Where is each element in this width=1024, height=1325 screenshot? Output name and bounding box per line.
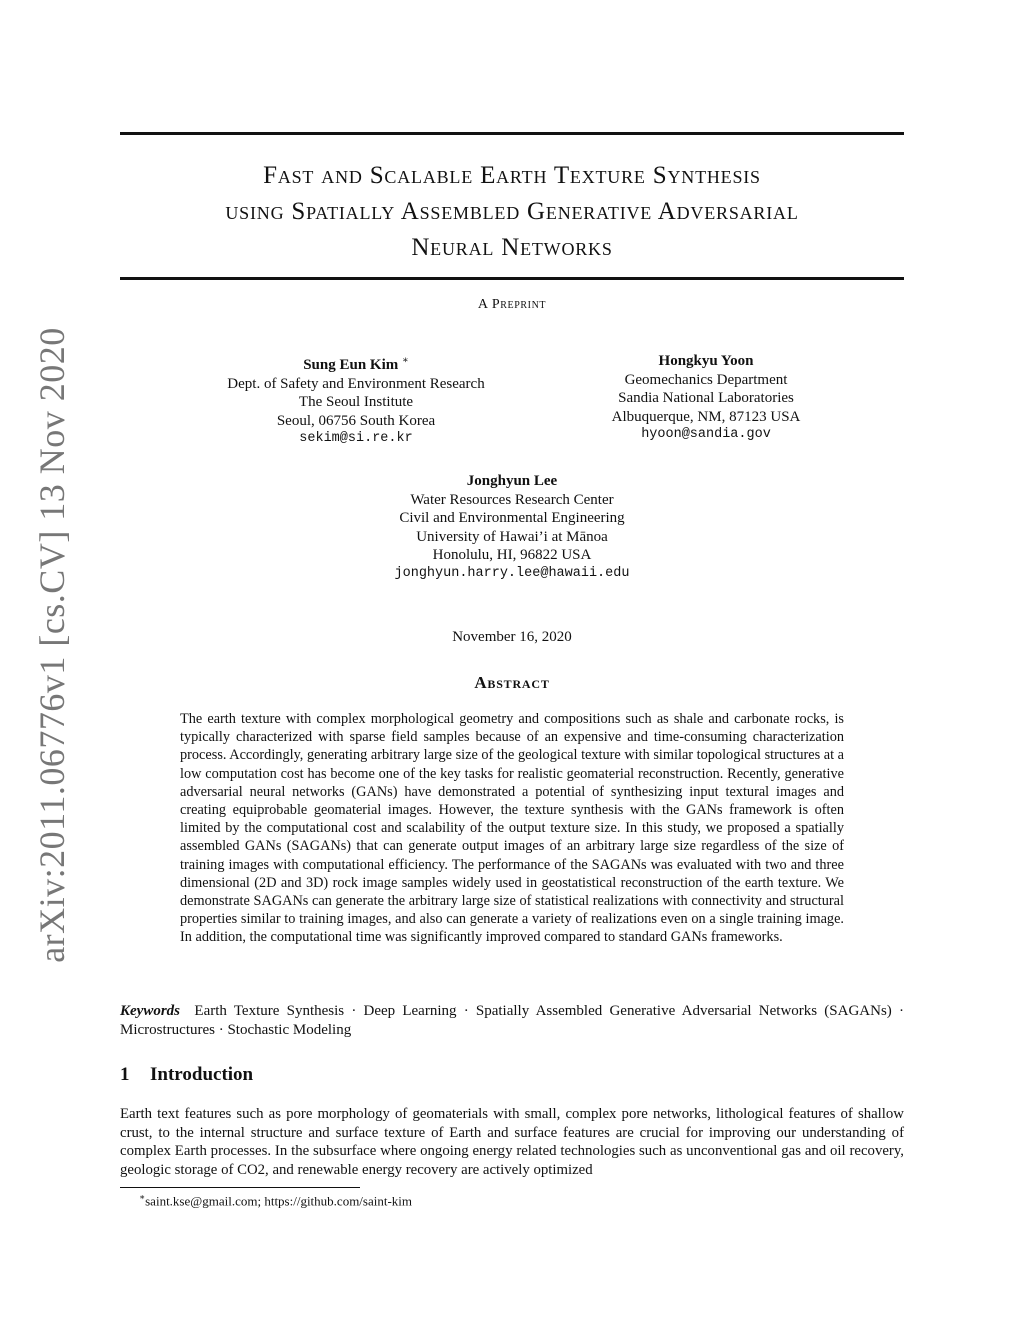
author-email[interactable]: hyoon@sandia.gov <box>641 427 771 442</box>
title-line-3: Neural Networks <box>411 234 613 261</box>
keywords-list: Earth Texture Synthesis · Deep Learning · Spatially Assembled Generative Adversarial Networks (SAGANs) · Microstructures · Stochastic Modeling <box>120 1003 904 1038</box>
author-affiliation: Albuquerque, NM, 87123 USA <box>611 408 801 425</box>
paper-title <box>120 158 904 266</box>
footnote-marker[interactable]: ∗ <box>402 355 409 366</box>
author-email[interactable]: sekim@si.re.kr <box>299 431 413 446</box>
title-bottom-rule <box>120 277 904 280</box>
introduction-paragraph: Earth text features such as pore morphology of geomaterials with small, complex pore networks, lithological features of shallow crust, to the internal structure and surface texture of Earth and surface features are crucial for improving our understanding of complex Earth processes. In the subsurface where ongoing energy related technologies such as unconventional gas and oil recovery, geologic storage of CO2, and renewable energy recovery are actively optimized <box>120 1106 904 1178</box>
author-affiliation: Sandia National Laboratories <box>618 390 794 406</box>
author-name: Jonghyun Lee <box>466 473 558 489</box>
abstract-heading: Abstract <box>474 673 550 692</box>
author-name: Hongkyu Yoon <box>658 353 754 369</box>
author-affiliation: The Seoul Institute <box>298 394 414 410</box>
author-affiliation: Dept. of Safety and Environment Research <box>227 375 485 392</box>
title-line-1: Fast and Scalable Earth Texture Synthesis <box>263 162 761 189</box>
author-block-lee <box>312 472 712 583</box>
author-name: Sung Eun Kim ∗ <box>303 355 409 373</box>
section-number: 1 <box>120 1064 130 1085</box>
author-affiliation: Geomechanics Department <box>624 371 788 388</box>
arxiv-stamp: arXiv:2011.06776v1 [cs.CV] 13 Nov 2020 <box>32 327 72 963</box>
author-affiliation: Water Resources Research Center <box>410 491 614 508</box>
author-block-yoon <box>560 352 852 445</box>
section-title: Introduction <box>150 1064 254 1085</box>
footnote-mark: ∗ <box>139 1192 146 1202</box>
author-affiliation: Civil and Environmental Engineering <box>399 510 625 526</box>
author-email[interactable]: jonghyun.harry.lee@hawaii.edu <box>394 565 630 581</box>
footnote-text[interactable]: saint.kse@gmail.com; https://github.com/saint-kim <box>145 1193 413 1209</box>
author-affiliation: Honolulu, HI, 96822 USA <box>432 547 592 563</box>
keywords <box>120 1002 904 1039</box>
title-line-2: using Spatially Assembled Generative Adversarial <box>225 198 799 225</box>
publication-date: November 16, 2020 <box>452 629 572 645</box>
footnote <box>139 1192 412 1209</box>
keywords-label: Keywords <box>120 1003 180 1019</box>
abstract-text: The earth texture with complex morphological geometry and compositions such as shale and carbonate rocks, is typically characterized with sparse field samples because of an expensive and time-consuming characterization process. Accordingly, generating arbitrary large size of the geological texture with similar topological structures at a low computation cost has become one of the key tasks for realistic geomaterial reconstruction. Recently, generative adversarial neural networks (GANs) have demonstrated a potential of synthesizing input textural images and creating equiprobable geomaterial images. However, the texture synthesis with the GANs framework is often limited by the computational cost and scalability of the output texture size. In this study, we proposed a spatially assembled GANs (SAGANs) that can generate output images of an arbitrary large size regardless of the size of training images with computational efficiency. The performance of the SAGANs was evaluated with two and three dimensional (2D and 3D) rock image samples widely used in geostatistical reconstruction of the earth texture. We demonstrate SAGANs can generate the arbitrary large size of statistical realizations with connectivity and structural properties similar to training images, and also can generate a variety of realizations even on a single training image. In addition, the computational time was significantly improved compared to standard GANs frameworks. <box>180 711 844 946</box>
author-affiliation: Seoul, 06756 South Korea <box>276 412 436 429</box>
footnote-rule <box>120 1187 360 1188</box>
preprint-label: A Preprint <box>477 297 547 312</box>
author-affiliation: University of Hawai’i at Mānoa <box>416 528 608 545</box>
section-heading <box>120 1064 253 1086</box>
top-rule <box>120 132 904 135</box>
author-block-kim <box>150 352 562 449</box>
